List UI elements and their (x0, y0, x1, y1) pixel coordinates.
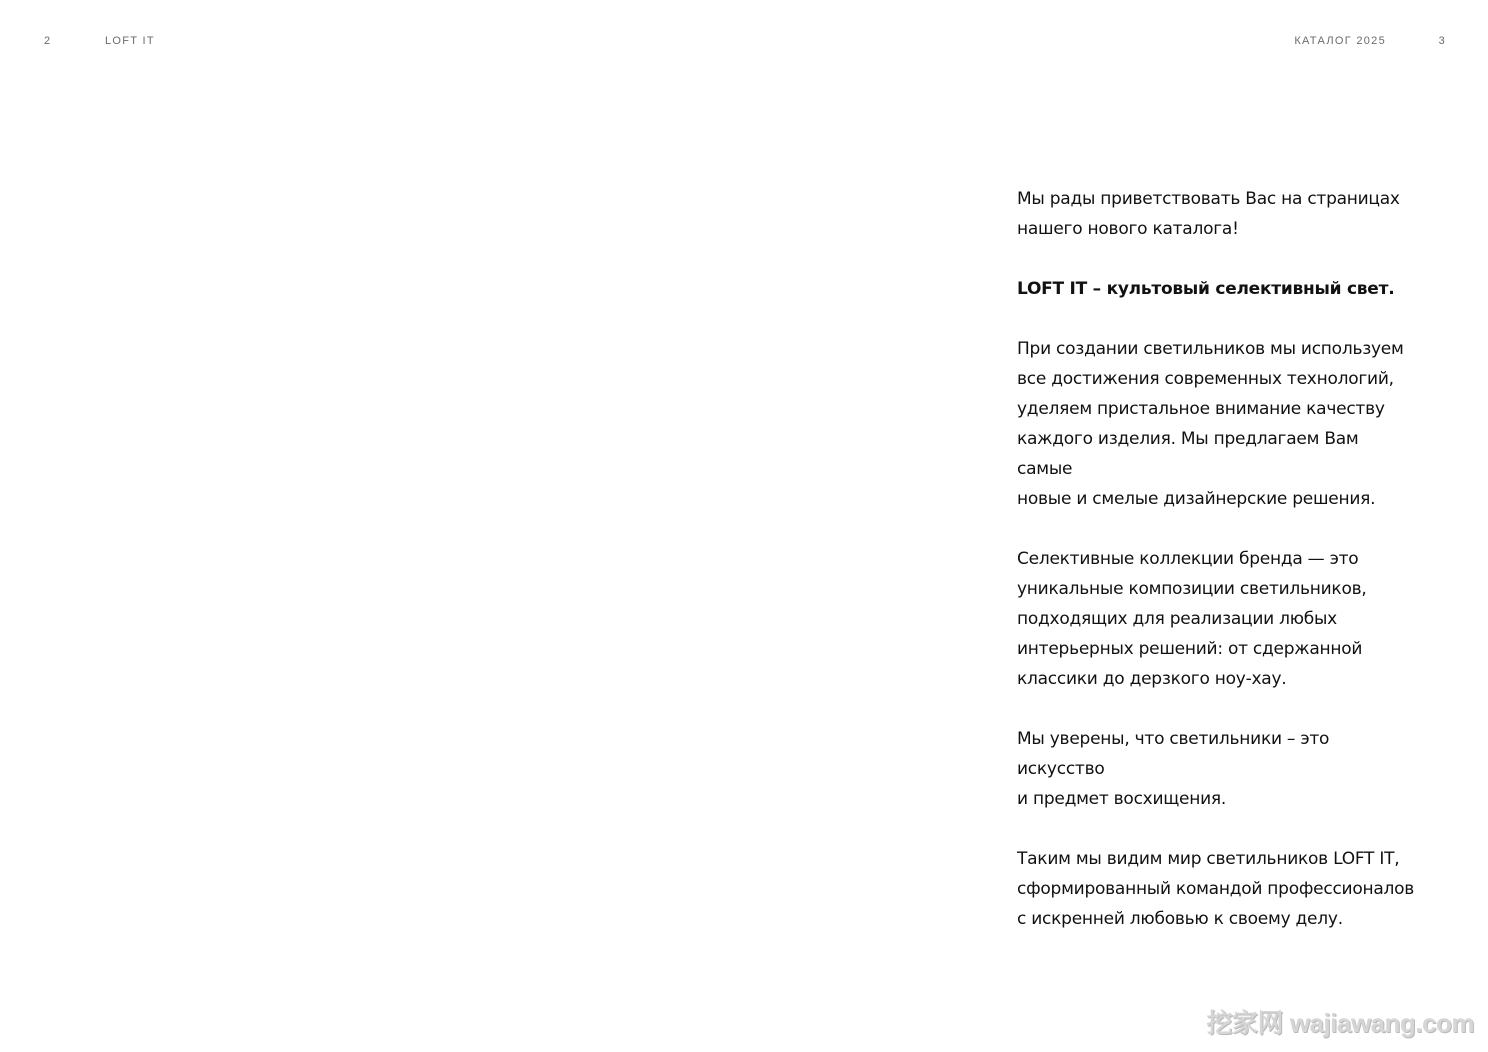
catalog-title: КАТАЛОГ 2025 (1294, 35, 1386, 47)
art-paragraph: Мы уверены, что светильники – это искусство и предмет восхищения. (1017, 729, 1330, 809)
collections-paragraph: Селективные коллекции бренда — это уникальные композиции светильников, подходящих для реализации любых интерьерных решений: от сдержанной классики до дерзкого ноу-хау. (1017, 549, 1367, 689)
left-page-number: 2 (44, 35, 52, 47)
right-page-number: 3 (1438, 35, 1446, 47)
greeting-paragraph: Мы рады приветствовать Вас на страницах нашего нового каталога! (1017, 189, 1400, 239)
brand-name: LOFT IT (105, 35, 155, 47)
watermark: 挖家网 wajiawang.com (1206, 1008, 1474, 1038)
team-paragraph: Таким мы видим мир светильников LOFT IT, сформированный командой профессионалов с искренней любовью к своему делу. (1017, 849, 1415, 929)
intro-text-block (1017, 184, 1417, 964)
tagline: LOFT IT – культовый селективный свет. (1017, 279, 1395, 299)
technology-paragraph: При создании светильников мы используем все достижения современных технологий, уделяем пристальное внимание качеству каждого изделия. Мы предлагаем Вам самые новые и смелые дизайнерские решения. (1017, 339, 1404, 509)
